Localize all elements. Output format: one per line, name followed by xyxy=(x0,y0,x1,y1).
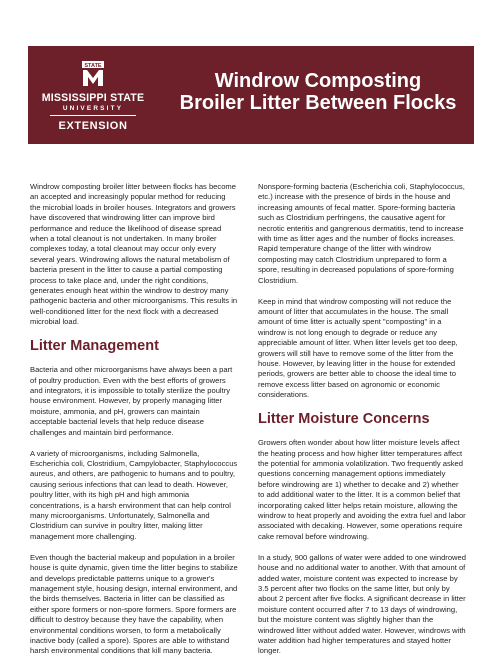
logo-text-university: UNIVERSITY xyxy=(62,105,124,112)
page-title xyxy=(168,70,468,114)
logo-text-mississippi-state: MISSISSIPPI STATE xyxy=(41,92,145,104)
logo-text-extension: EXTENSION xyxy=(58,120,128,132)
svg-text:STATE: STATE xyxy=(84,63,102,69)
left-column xyxy=(30,182,238,667)
title-line-2: Broiler Litter Between Flocks xyxy=(179,92,457,114)
litter-management-paragraph-2: A variety of microorganisms, including Salmonella, Escherichia coli, Clostridium, Campylobacter, Staphylococcus aureus, and others, are pathogenic to humans and to poultry, causing serious infections that can lead to death. However, poultry litter, with its high pH and high ammonia concentrations, is a harsh environment that can help control many microorganisms. Unfortunately, Salmonella and Clostridium can survive in poultry litter, making litter management more challenging. xyxy=(30,448,238,541)
litter-amount-paragraph: Keep in mind that windrow composting will not reduce the amount of litter that accumulates in the house. The small amount of time litter is actually spent "composting" in a windrow is not long enough to degrade or reduce any appreciable amount of litter. When litter levels get too deep, growers will still have to remove some of the litter from the house. However, by leaving litter in the house for extended periods, growers are better able to choose the ideal time to remove excess litter based on agronomic or economic considerations. xyxy=(258,296,458,400)
title-line-1: Windrow Composting xyxy=(214,70,422,92)
litter-moisture-paragraph-2: In a study, 900 gallons of water were added to one windrowed house and no additional water to another. With that amount of added water, moisture content was expected to increase by 3.5 percent after two flocks on the same litter, but only by about 2 percent after five flocks. A significant decrease in litter moisture content occurred after 7 to 13 days of windrowing, but the moisture content was slightly higher than the windrowed litter without added water. However, windrows with water addition had higher temperatures and stayed hotter longer. xyxy=(258,552,466,656)
header-banner xyxy=(28,46,474,144)
section-heading-litter-moisture: Litter Moisture Concerns xyxy=(258,411,430,428)
litter-moisture-paragraph-1: Growers often wonder about how litter moisture levels affect the heating process and how higher litter temperatures affect the potential for ammonia volatilization. Two frequently asked questions concerning management options immediately before windrowing are 1) whether to decake and 2) whether to add additional water to the litter. It is a common belief that incorporating caked litter helps retain moisture, allowing the windrow to heat properly and avoiding the extra fuel and labor associated with decaking. However, some operations require cake removal before windrowing. xyxy=(258,438,466,541)
litter-management-paragraph-3: Even though the bacterial makeup and population in a broiler house is quite dynamic, given time the litter begins to stabilize and develops predictable patterns unique to a grower's management style, housing design, internal environment, and the birds themselves. Bacteria in litter can be classified as either spore formers or non-spore formers. Spore formers are difficult to destroy because they have the capability, when environmental conditions worsen, to form a metabolically inactive body (called a spore). Spores are able to withstand harsh environmental conditions that kill many bacteria. xyxy=(30,552,238,656)
section-heading-litter-management: Litter Management xyxy=(30,338,159,355)
msu-extension-logo xyxy=(38,58,148,138)
litter-management-paragraph-1: Bacteria and other microorganisms have always been a part of poultry production. Even with the best efforts of growers and integrators, it is impossible to totally sterilize the poultry house environment. However, by properly managing litter moisture, ammonia, and pH, growers can maintain acceptable bacterial levels that help reduce disease challenges and maintain bird performance. xyxy=(30,365,233,437)
logo-divider xyxy=(50,115,136,116)
msu-seal-icon xyxy=(76,60,110,88)
intro-paragraph: Windrow composting broiler litter between flocks has become an accepted and increasingly popular method for reducing the microbial loads in broiler houses. Integrators and growers have discovered that windrowing litter can improve bird performance and reduce the likelihood of disease spread when a total cleanout is not undertaken. In many broiler complexes today, a total cleanout may occur only every several years. Windrowing allows the natural metabolism of bacteria present in the litter to cause a partial composting process to take place and, under the right conditions, generates enough heat within the windrow to destroy many pathogenic bacteria and other microorganisms. This results in well-conditioned litter for the next flock with a decreased microbial load. xyxy=(30,182,238,327)
right-column xyxy=(258,182,466,667)
spore-bacteria-paragraph: Nonspore-forming bacteria (Escherichia coli, Staphylococcus, etc.) increase with the presence of birds in the house and increasing amounts of fecal matter. Spore-forming bacteria such as Clostridium perfringens, the causative agent for necrotic enteritis and gangrenous dermatitis, tend to increase with time as litter ages and the number of flocks increases. Rapid temperature change of the litter with windrow composting may catch Clostridium unprepared to form a spore, resulting in decreased populations of spore-forming Clostridium. xyxy=(258,182,465,285)
